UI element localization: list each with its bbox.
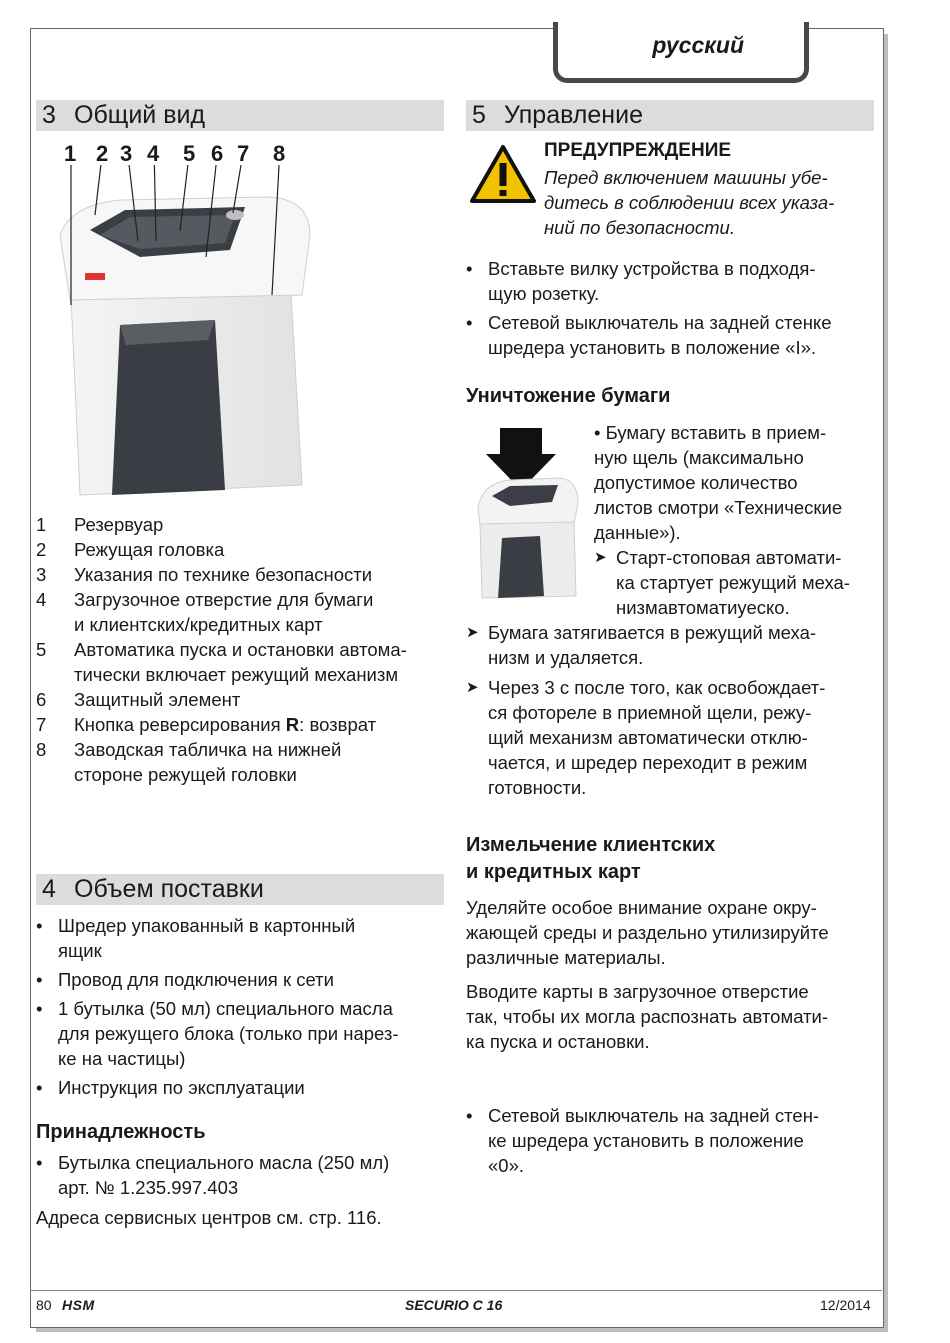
section-number: 3 [42,101,56,129]
legend-number: 8 [36,739,47,760]
section-5-heading [466,100,874,131]
legend-segment: : возврат [299,714,377,735]
cards-heading-text [466,832,878,886]
legend-text [74,737,341,787]
legend-line: тически включает режущий механизм [74,664,399,685]
bullet-line: • Вставьте вилку устройства в подходя- [488,258,816,279]
legend-item [36,562,456,587]
callout-6: 6 [211,141,224,166]
text-line: допустимое количество [594,472,798,493]
shred-heading: Уничтожение бумаги [466,385,671,407]
heading-line: Измельчение клиентских [466,834,716,856]
shred-arrow-item [466,675,878,800]
legend-number: 7 [36,714,47,735]
heading-line: и кредитных карт [466,861,641,883]
section-title: Объем поставки [74,875,264,903]
footer-date: 12/2014 [820,1297,871,1313]
bullet-line: ке шредера установить в положение [488,1130,804,1151]
legend-line: и клиентских/кредитных карт [74,614,323,635]
language-tab [553,22,809,83]
bullet-line: ке на частицы) [58,1048,186,1069]
shred-side-arrow-item [594,545,879,620]
legend-number: 1 [36,514,47,535]
legend-text [74,587,373,637]
text-line: ➤ Старт-стоповая автомати- [616,547,842,568]
callout-1: 1 [64,141,77,166]
legend-line: Автоматика пуска и остановки автома- [74,639,407,660]
legend-text [74,537,224,562]
delivery-item [36,996,456,1071]
delivery-item [36,967,456,992]
text-line: • Бумагу вставить в прием- [594,422,827,443]
bullet-line: шредера установить в положение «I». [488,337,817,358]
warning-triangle-icon [470,144,536,204]
legend-text [74,687,240,712]
legend-line: Резервуар [74,514,164,535]
legend-text [74,637,407,687]
text-line: Уделяйте особое внимание охране окру- [466,897,817,918]
shred-arrow-item [466,620,878,670]
operation-item [466,310,878,360]
callout-7: 7 [237,141,250,166]
page-number: 80 [36,1297,52,1313]
bullet-line: • Инструкция по эксплуатации [58,1077,305,1098]
legend-line: Защитный элемент [74,689,241,710]
text-line: различные материалы. [466,947,666,968]
switch-off-item [466,1103,878,1178]
accessory-item [36,1150,456,1200]
accessory-heading: Принадлежность [36,1121,206,1143]
legend-text [74,512,163,537]
legend-text [74,562,372,587]
bullet-line: арт. № 1.235.997.403 [58,1177,239,1198]
legend-number: 4 [36,589,47,610]
shredder-illustration [40,165,340,505]
bullet-line: • Сетевой выключатель на задней стен- [488,1105,820,1126]
text-line: листов смотри «Технические [594,497,843,518]
text-line: низмавтоматиуеско. [616,597,790,618]
legend-number: 2 [36,539,47,560]
legend-segment: Кнопка реверсирования [74,714,286,735]
legend-line [74,712,376,737]
legend-number: 5 [36,639,47,660]
reverse-key-label: R [285,714,300,735]
legend-item [36,737,456,787]
legend-line: Режущая головка [74,539,225,560]
text-line: чается, и шредер переходит в режим [488,752,808,773]
bullet-line: • Шредер упакованный в картонный [58,915,356,936]
bullet-line: для режущего блока (только при нарез- [58,1023,399,1044]
text-line: ка пуска и остановки. [466,1031,650,1052]
section-title: Управление [504,101,643,129]
section-number: 5 [472,101,486,129]
bullet-line: • Провод для подключения к сети [58,969,334,990]
text-line: жающей среды и раздельно утилизируйте [466,922,829,943]
model-name: SECURIO C 16 [405,1297,503,1313]
legend-line: Заводская табличка на нижней [74,739,342,760]
section-title: Общий вид [74,101,206,129]
brand-logo: HSM [62,1297,95,1313]
text-line: ную щель (максимально [594,447,804,468]
warning-line: дитесь в соблюдении всех указа- [544,192,835,213]
callout-2: 2 [96,141,109,166]
bullet-line: «0». [488,1155,525,1176]
shred-side-paragraph [594,420,879,545]
legend-text [74,712,376,737]
text-line: так, чтобы их могла распознать автомати- [466,1006,829,1027]
text-line: готовности. [488,777,587,798]
callout-5: 5 [183,141,196,166]
shred-insert-illustration [470,428,590,600]
callout-3: 3 [120,141,133,166]
legend-item [36,537,456,562]
text-line: ➤ Через 3 с после того, как освобождает- [488,677,826,698]
delivery-item [36,913,456,963]
callout-4: 4 [147,141,160,166]
legend-number: 3 [36,564,47,585]
legend-line: стороне режущей головки [74,764,297,785]
legend-item [36,687,456,712]
footer-divider [30,1290,882,1291]
warning-line: Перед включением машины убе- [544,167,828,188]
section-number: 4 [42,875,56,903]
legend-number: 6 [36,689,47,710]
warning-text [544,165,874,240]
text-line: ся фотореле в приемной щели, режу- [488,702,812,723]
legend-item [36,637,456,687]
language-label: русский [652,32,744,58]
legend-item [36,512,456,537]
section-3-heading [36,100,444,131]
legend-line: Загрузочное отверстие для бумаги [74,589,374,610]
text-line: данные»). [594,522,681,543]
text-line: Вводите карты в загрузочное отверстие [466,981,809,1002]
text-line: ка стартует режущий меха- [616,572,850,593]
text-line: низм и удаляется. [488,647,644,668]
bullet-line: щую розетку. [488,283,600,304]
bullet-line: • Сетевой выключатель на задней стенке [488,312,832,333]
warning-title: ПРЕДУПРЕЖДЕНИЕ [544,140,732,161]
paragraph [466,979,878,1054]
paragraph [466,895,878,970]
legend-item [36,587,456,637]
legend-line: Указания по технике безопасности [74,564,373,585]
bullet-line: • 1 бутылка (50 мл) специального масла [58,998,393,1019]
text-line: ➤ Бумага затягивается в режущий меха- [488,622,817,643]
operation-item [466,256,878,306]
text-line: щий механизм автоматически отклю- [488,727,808,748]
warning-line: ний по безопасности. [544,217,735,238]
callout-8: 8 [273,141,286,166]
bullet-line: ящик [58,940,102,961]
delivery-item [36,1075,456,1100]
service-note: Адреса сервисных центров см. стр. 116. [36,1207,382,1228]
bullet-line: • Бутылка специального масла (250 мл) [58,1152,390,1173]
section-4-heading [36,874,444,905]
